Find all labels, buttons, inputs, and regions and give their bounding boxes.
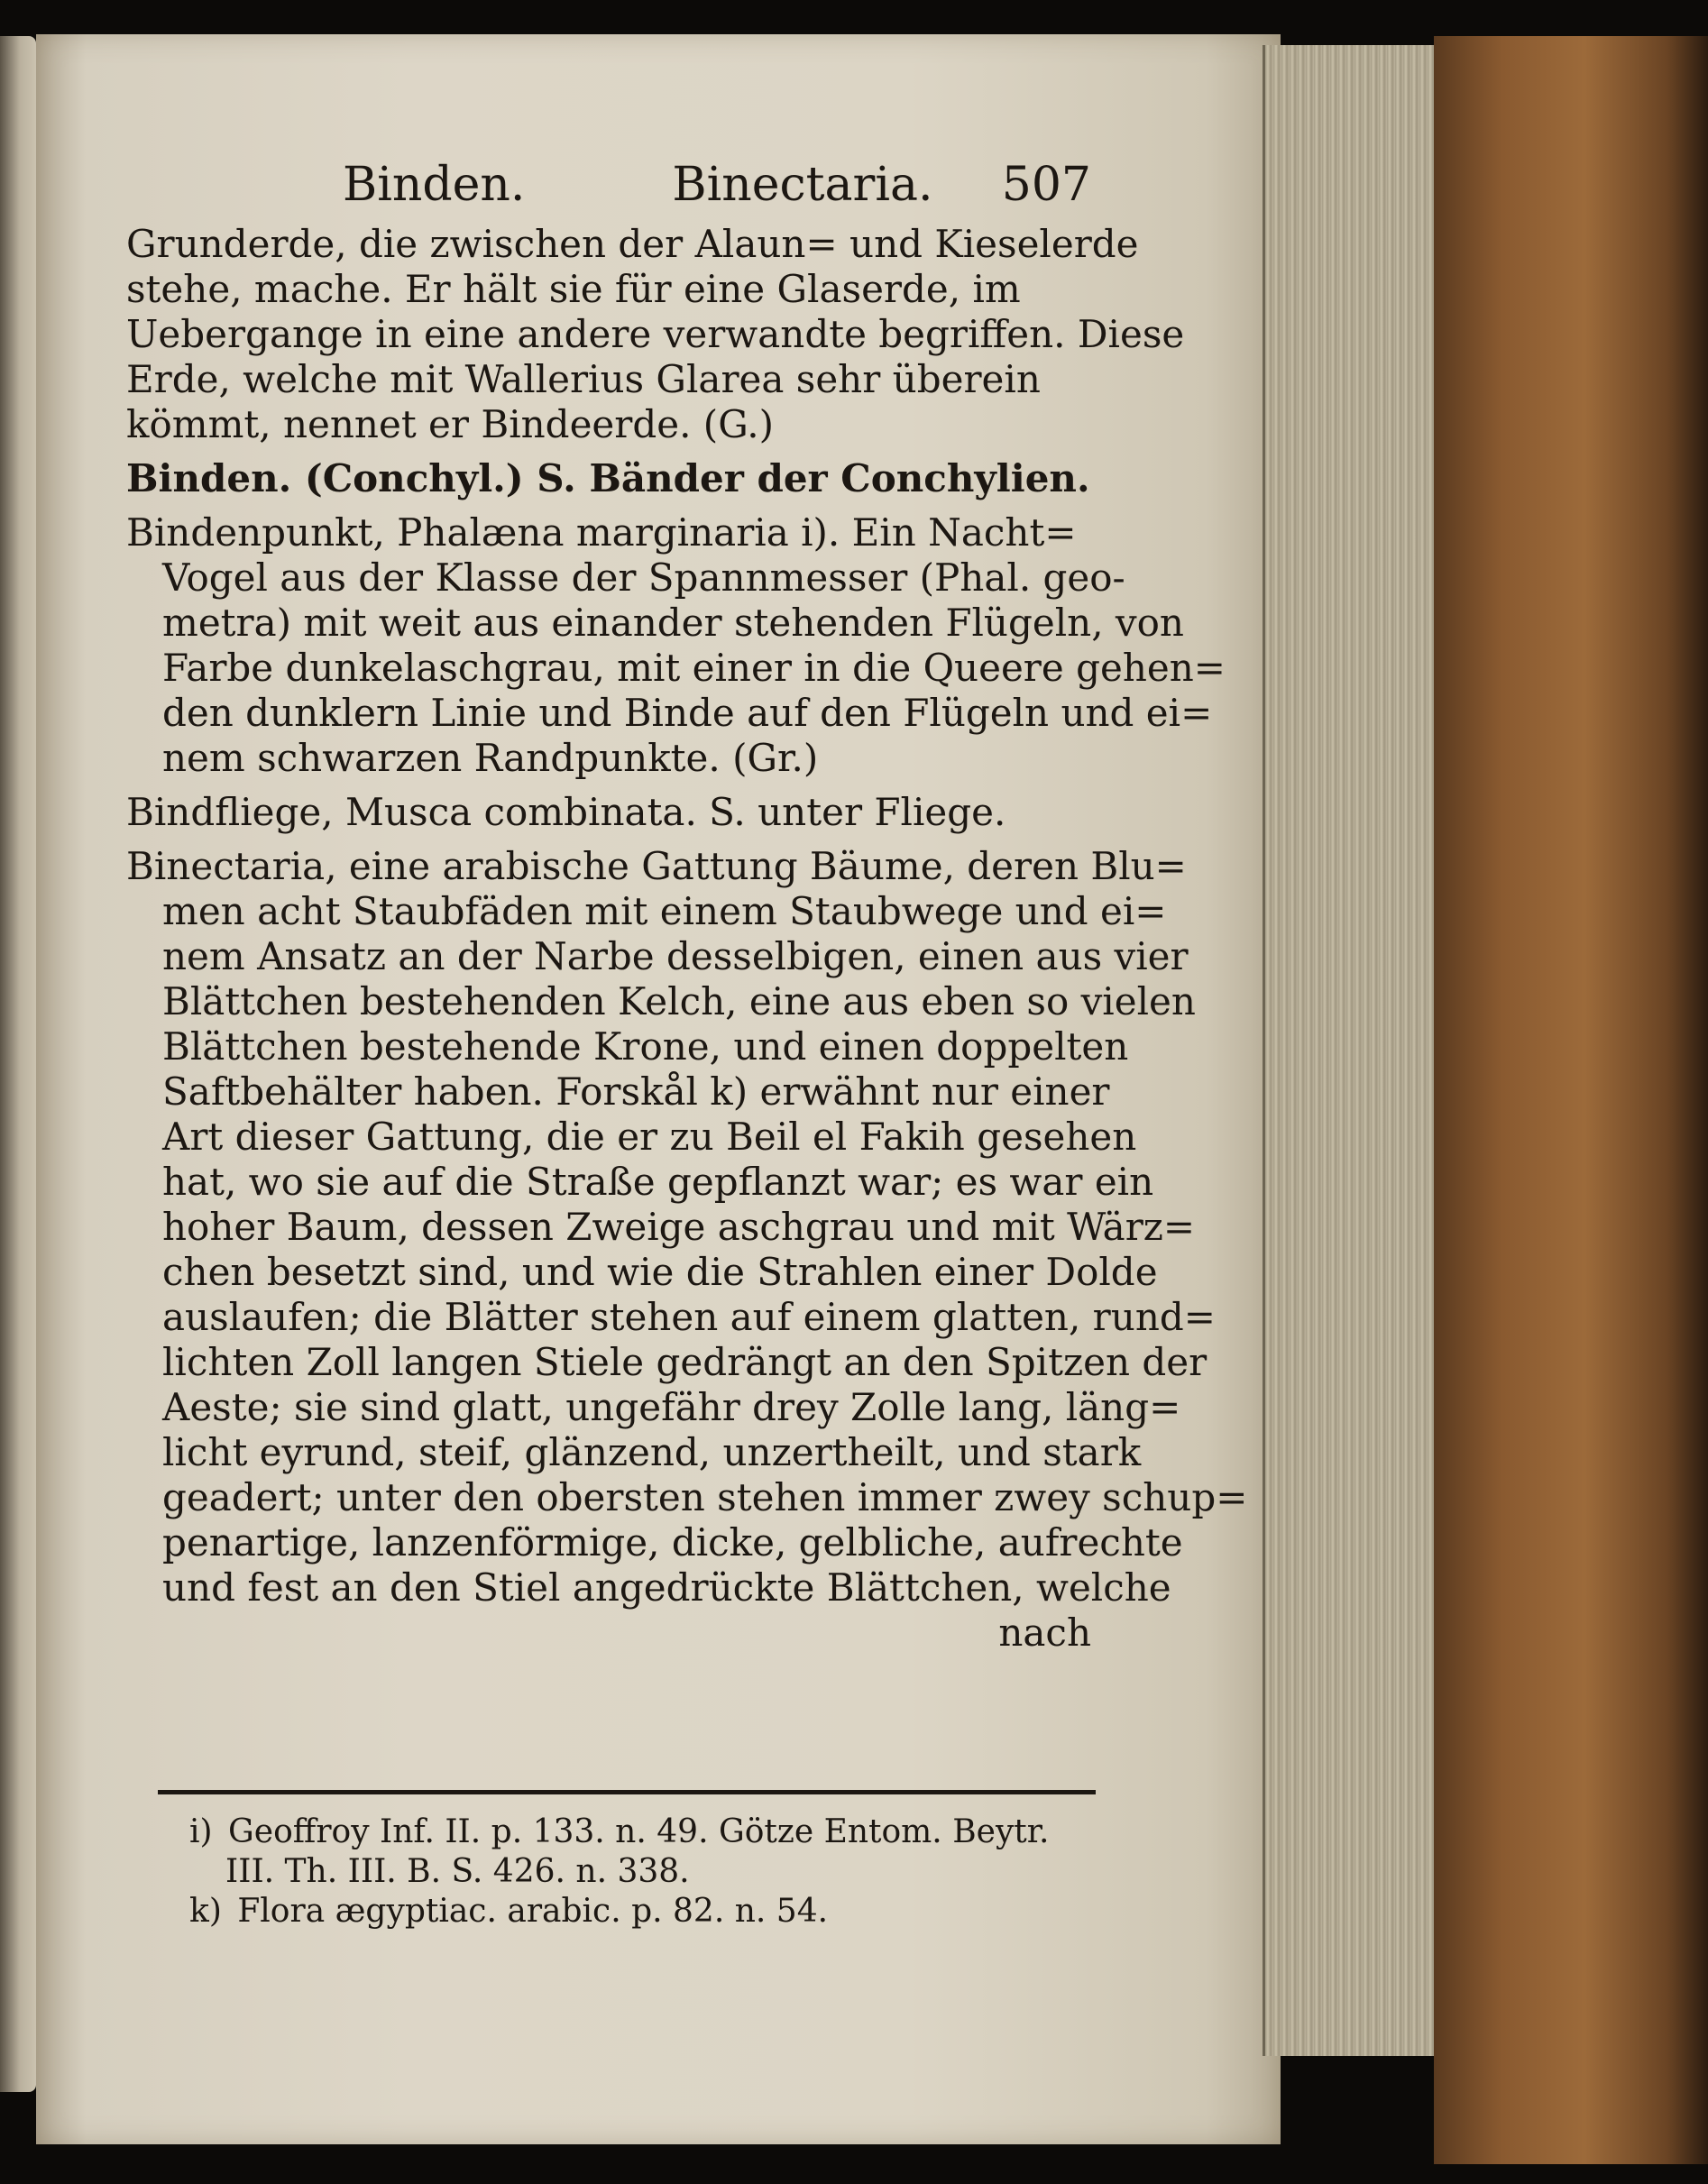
text-line: geadert; unter den obersten stehen immer zwey schup= xyxy=(162,1475,1248,1519)
footnote-label: k) xyxy=(189,1893,222,1930)
text-line: Farbe dunkelaschgrau, mit einer in die Queere gehen= xyxy=(162,646,1226,690)
text-line: nem Ansatz an der Narbe desselbigen, einen aus vier xyxy=(162,934,1189,978)
text-line: kömmt, nennet er Bindeerde. (G.) xyxy=(126,402,774,446)
footnote-text: Geoffroy Inf. II. p. 133. n. 49. Götze Entom. Beytr. xyxy=(228,1813,1050,1850)
text-line: Binden. (Conchyl.) S. Bänder der Conchylien. xyxy=(126,456,1090,500)
text-line: Aeste; sie sind glatt, ungefähr drey Zolle lang, läng= xyxy=(162,1385,1181,1429)
text-line: Art dieser Gattung, die er zu Beil el Fakih gesehen xyxy=(162,1115,1137,1159)
entry-binectaria xyxy=(126,844,1248,1656)
text-line: Blättchen bestehende Krone, und einen doppelten xyxy=(162,1024,1129,1069)
text-line: Vogel aus der Klasse der Spannmesser (Phal. geo- xyxy=(162,555,1125,600)
text-line: Binectaria, eine arabische Gattung Bäume, deren Blu= xyxy=(126,844,1187,888)
text-line: nem schwarzen Randpunkte. (Gr.) xyxy=(162,736,819,780)
footnote-label: i) xyxy=(189,1813,213,1850)
running-header xyxy=(343,158,1092,212)
leather-cover xyxy=(1434,36,1708,2164)
text-line: men acht Staubfäden mit einem Staubwege und ei= xyxy=(162,889,1167,933)
text-line: hat, wo sie auf die Straße gepflanzt war; es war ein xyxy=(162,1160,1154,1204)
footnote-i xyxy=(189,1812,1100,1852)
header-center: Binectaria. xyxy=(672,158,933,212)
entry-bindfliege xyxy=(126,790,1091,835)
text-line: Bindenpunkt, Phalæna marginaria i). Ein Nacht= xyxy=(126,510,1077,555)
text-line: metra) mit weit aus einander stehenden Flügeln, von xyxy=(162,601,1184,645)
entry-bindenpunkt xyxy=(126,510,1226,781)
text-line: stehe, mache. Er hält sie für eine Glaserde, im xyxy=(126,267,1021,311)
text-line: Erde, welche mit Wallerius Glarea sehr überein xyxy=(126,357,1041,401)
entry-binden xyxy=(126,456,1091,501)
footnote-text: Flora ægyptiac. arabic. p. 82. n. 54. xyxy=(237,1893,829,1930)
text-line: auslaufen; die Blätter stehen auf einem glatten, rund= xyxy=(162,1295,1216,1339)
page-block-edges xyxy=(1263,45,1446,2056)
page-number: 507 xyxy=(1001,158,1092,212)
text-line: Grunderde, die zwischen der Alaun= und Kieselerde xyxy=(126,222,1139,266)
text-line: hoher Baum, dessen Zweige aschgrau und mit Wärz= xyxy=(162,1205,1196,1249)
footnote-text: III. Th. III. B. S. 426. n. 338. xyxy=(225,1853,690,1890)
text-line: chen besetzt sind, und wie die Strahlen einer Dolde xyxy=(162,1250,1158,1294)
footnotes xyxy=(189,1812,1100,1932)
text-line: licht eyrund, steif, glänzend, unzertheilt, und stark xyxy=(162,1430,1142,1474)
page-text xyxy=(126,158,1248,1665)
text-line: Blättchen bestehenden Kelch, eine aus eben so vielen xyxy=(162,979,1196,1023)
text-line: Saftbehälter haben. Forskål k) erwähnt nur einer xyxy=(162,1069,1110,1114)
text-line: penartige, lanzenförmige, dicke, gelbliche, aufrechte xyxy=(162,1520,1183,1565)
header-left: Binden. xyxy=(343,158,526,212)
footnote-k xyxy=(189,1892,1100,1932)
text-line: Bindfliege, Musca combinata. S. unter Fliege. xyxy=(126,790,1006,834)
text-line: lichten Zoll langen Stiele gedrängt an den Spitzen der xyxy=(162,1340,1208,1384)
text-line: den dunklern Linie und Binde auf den Flügeln und ei= xyxy=(162,691,1213,735)
text-line: und fest an den Stiel angedrückte Blättchen, welche xyxy=(162,1565,1171,1610)
text-line: Uebergange in eine andere verwandte begriffen. Diese xyxy=(126,312,1185,356)
catchword: nach xyxy=(998,1610,1091,1655)
entry-grunderde xyxy=(126,222,1185,447)
footnote-rule xyxy=(158,1790,1096,1794)
facing-page-edge xyxy=(0,36,36,2092)
